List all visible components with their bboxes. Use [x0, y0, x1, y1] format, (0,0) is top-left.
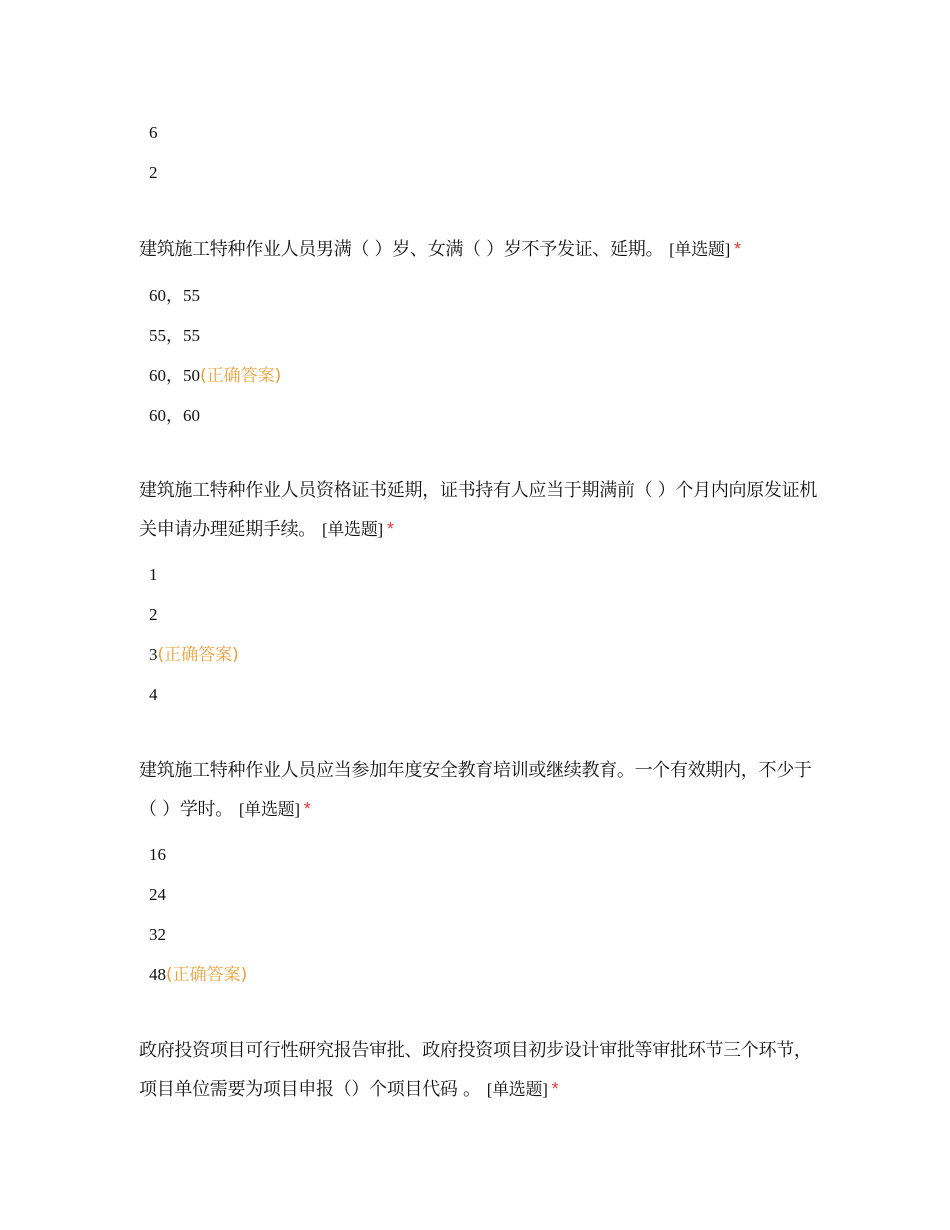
option-label: 24 — [149, 885, 166, 904]
option-q1-2 — [149, 324, 200, 348]
option-label: 4 — [149, 685, 158, 704]
option-q2-4 — [149, 683, 158, 707]
option-label: 32 — [149, 925, 166, 944]
question-text: 政府投资项目可行性研究报告审批、政府投资项目初步设计审批等审批环节三个环节，项目单位需要为项目申报（）个项目代码 。 — [139, 1040, 812, 1100]
option-label: 60，55 — [149, 286, 200, 305]
option-label: 16 — [149, 845, 166, 864]
question-title-4 — [139, 1032, 829, 1109]
option-q1-3 — [149, 364, 281, 388]
option-q2-3 — [149, 643, 239, 667]
option-q1-1 — [149, 284, 200, 308]
required-asterisk: * — [303, 799, 311, 819]
option-label: 2 — [149, 163, 158, 182]
question-text: 建筑施工特种作业人员应当参加年度安全教育培训或继续教育。一个有效期内，不少于（ ）学时。 — [139, 760, 812, 820]
option-label: 6 — [149, 123, 158, 142]
option-q1-4 — [149, 404, 200, 428]
question-text: 建筑施工特种作业人员男满（ ）岁、女满（ ）岁不予发证、延期。 — [139, 239, 664, 260]
question-title-2 — [139, 472, 829, 549]
question-title-1 — [139, 230, 829, 269]
option-label: 1 — [149, 565, 158, 584]
question-type-badge: [单选题] — [669, 240, 730, 259]
question-title-3 — [139, 752, 829, 829]
question-text: 建筑施工特种作业人员资格证书延期，证书持有人应当于期满前（ ）个月内向原发证机关申请办理延期手续。 — [139, 480, 818, 540]
correct-answer-marker: (正确答案) — [166, 965, 248, 985]
option-label: 2 — [149, 605, 158, 624]
option-label: 48 — [149, 965, 166, 984]
option-label: 55，55 — [149, 326, 200, 345]
required-asterisk: * — [733, 239, 741, 259]
correct-answer-marker: (正确答案) — [200, 366, 282, 386]
option-q3-4 — [149, 963, 247, 987]
option-label: 3 — [149, 645, 158, 664]
option-q2-1 — [149, 563, 158, 587]
required-asterisk: * — [551, 1079, 559, 1099]
question-type-badge: [单选题] — [238, 800, 300, 819]
option-label: 60，50 — [149, 366, 200, 385]
option-q2-2 — [149, 603, 158, 627]
question-type-badge: [单选题] — [486, 1080, 548, 1099]
question-type-badge: [单选题] — [322, 520, 383, 539]
option-prev-2 — [149, 161, 158, 185]
correct-answer-marker: (正确答案) — [157, 645, 239, 665]
option-prev-1 — [149, 121, 158, 145]
required-asterisk: * — [386, 519, 394, 539]
option-label: 60，60 — [149, 406, 200, 425]
option-q3-1 — [149, 843, 166, 867]
option-q3-2 — [149, 883, 166, 907]
option-q3-3 — [149, 923, 166, 947]
